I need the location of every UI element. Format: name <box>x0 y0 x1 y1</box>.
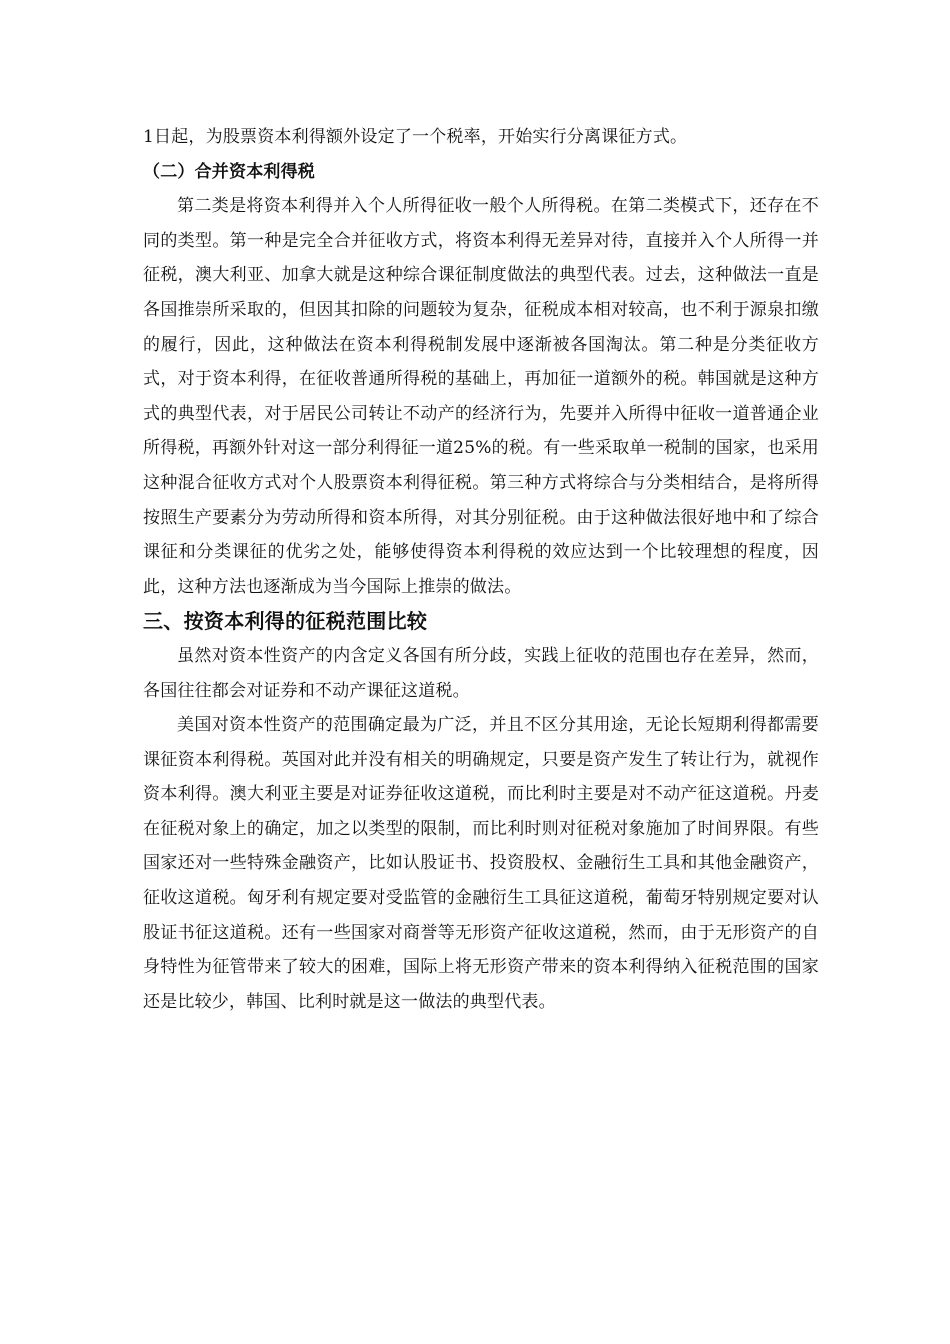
paragraph-scope-intro: 虽然对资本性资产的内含定义各国有所分歧，实践上征收的范围也存在差异，然而，各国往往都会对证券和不动产课征这道税。 <box>143 645 819 701</box>
paragraph-combined-taxation: 第二类是将资本利得并入个人所得征收一般个人所得税。在第二类模式下，还存在不同的类型。第一种是完全合并征收方式，将资本利得无差异对待，直接并入个人所得一并征税，澳大利亚、加拿大就是这种综合课征制度做法的典型代表。过去，这种做法一直是各国推崇所采取的，但因其扣除的问题较为复杂，征税成本相对较高，也不利于源泉扣缴的履行，因此，这种做法在资本利得税制发展中逐渐被各国淘汰。第二种是分类征收方式，对于资本利得，在征收普通所得税的基础上，再加征一道额外的税。韩国就是这种方式的典型代表，对于居民公司转让不动产的经济行为，先要并入所得中征收一道普通企业所得税，再额外针对这一部分利得征一道25%的税。有一些采取单一税制的国家，也采用这种混合征收方式对个人股票资本利得征税。第三种方式将综合与分类相结合，是将所得按照生产要素分为劳动所得和资本所得，对其分别征税。由于这种做法很好地中和了综合课征和分类课征的优劣之处，能够使得资本利得税的效应达到一个比较理想的程度，因此，这种方法也逐渐成为当今国际上推崇的做法。 <box>143 196 819 597</box>
document-body <box>143 120 819 1019</box>
continuation-line: 1日起，为股票资本利得额外设定了一个税率，开始实行分离课征方式。 <box>143 127 688 147</box>
subheading-combined-capital-gains-tax: （二）合并资本利得税 <box>143 161 315 182</box>
section-heading-scope-comparison: 三、按资本利得的征税范围比较 <box>143 609 428 634</box>
paragraph-scope-detail: 美国对资本性资产的范围确定最为广泛，并且不区分其用途，无论长短期利得都需要课征资本利得税。英国对此并没有相关的明确规定，只要是资产发生了转让行为，就视作资本利得。澳大利亚主要是对证券征收这道税，而比利时主要是对不动产征这道税。丹麦在征税对象上的确定，加之以类型的限制，而比利时则对征税对象施加了时间界限。有些国家还对一些特殊金融资产，比如认股证书、投资股权、金融衍生工具和其他金融资产，征收这道税。匈牙利有规定要对受监管的金融衍生工具征这道税，葡萄牙特别规定要对认股证书征这道税。还有一些国家对商誉等无形资产征收这道税，然而，由于无形资产的自身特性为征管带来了较大的困难，国际上将无形资产带来的资本利得纳入征税范围的国家还是比较少，韩国、比利时就是这一做法的典型代表。 <box>143 715 819 1012</box>
